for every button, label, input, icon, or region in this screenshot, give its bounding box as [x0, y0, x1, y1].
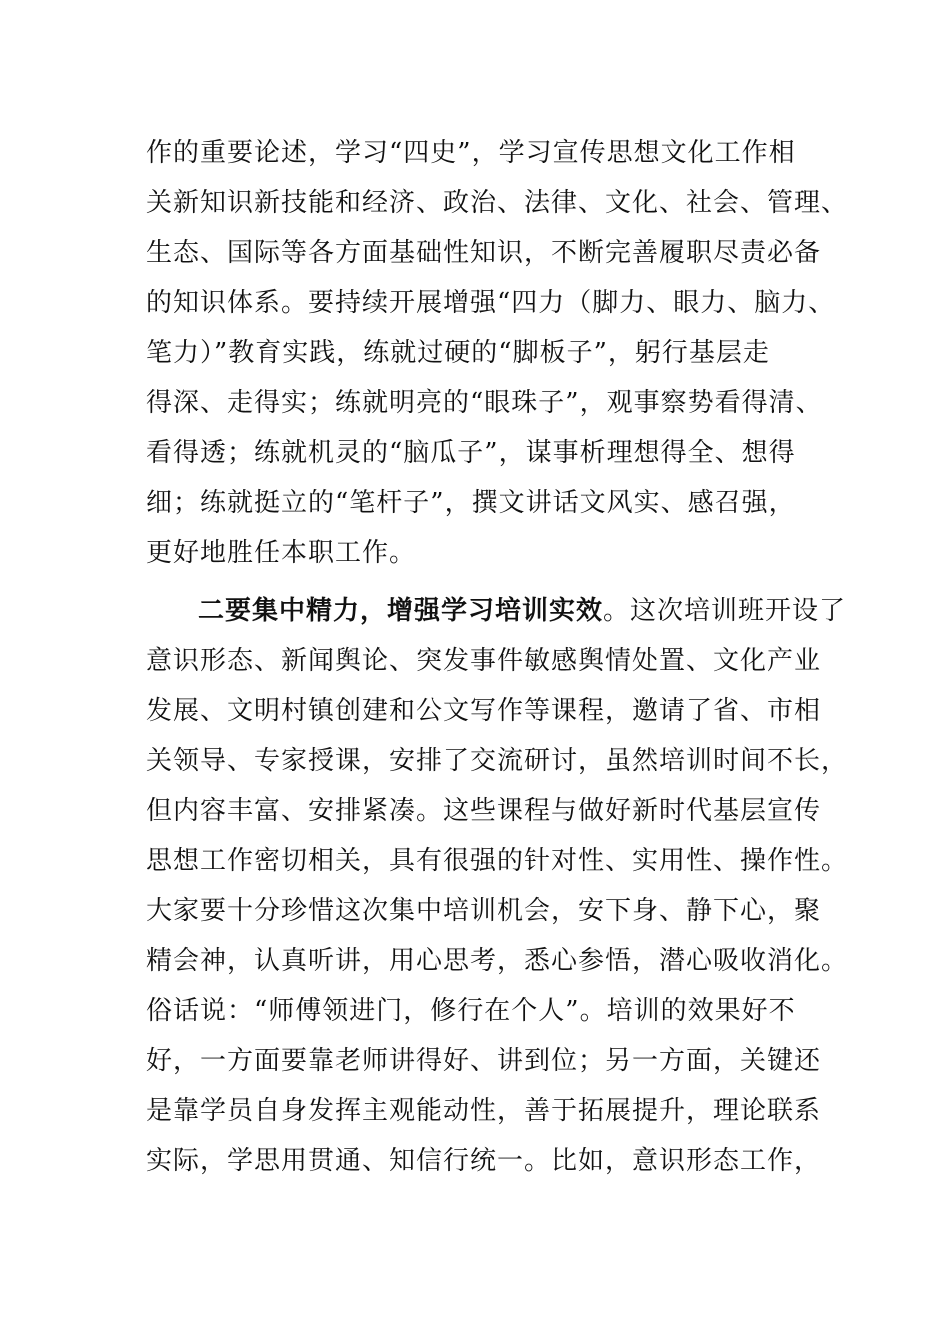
- paragraph-2-line-4: 关领导、专家授课，安排了交流研讨，虽然培训时间不长，: [146, 746, 849, 776]
- paragraph-1-line-8: 细；练就挺立的“笔杆子”，撰文讲话文风实、感召强，: [146, 488, 796, 518]
- paragraph-1-line-9: 更好地胜任本职工作。: [146, 538, 417, 568]
- paragraph-2-line-6: 思想工作密切相关，具有很强的针对性、实用性、操作性。: [146, 846, 849, 876]
- paragraph-2-line-12: 实际，学思用贯通、知信行统一。比如，意识形态工作，: [146, 1146, 822, 1176]
- paragraph-2-line-1: [198, 586, 846, 636]
- paragraph-2-line-8: 精会神，认真听讲，用心思考，悉心参悟，潜心吸收消化。: [146, 946, 849, 976]
- paragraph-1-line-3: 生态、国际等各方面基础性知识，不断完善履职尽责必备: [146, 238, 822, 268]
- paragraph-2-heading: 二要集中精力，增强学习培训实效: [198, 596, 604, 626]
- paragraph-2-line-3: 发展、文明村镇创建和公文写作等课程，邀请了省、市相: [146, 696, 822, 726]
- paragraph-1-line-5: 笔力）”教育实践，练就过硬的“脚板子”，躬行基层走: [146, 338, 770, 368]
- paragraph-2-first-line-rest: 。这次培训班开设了: [603, 596, 847, 626]
- paragraph-2-line-11: 是靠学员自身发挥主观能动性，善于拓展提升，理论联系: [146, 1096, 822, 1126]
- paragraph-1-line-7: 看得透；练就机灵的“脑瓜子”，谋事析理想得全、想得: [146, 438, 796, 468]
- paragraph-2-line-9: 俗话说：“师傅领进门，修行在个人”。培训的效果好不: [146, 996, 796, 1026]
- paragraph-1-line-4: 的知识体系。要持续开展增强“四力（脚力、眼力、脑力、: [146, 288, 836, 318]
- paragraph-2-line-7: 大家要十分珍惜这次集中培训机会，安下身、静下心，聚: [146, 896, 822, 926]
- paragraph-2-line-2: 意识形态、新闻舆论、突发事件敏感舆情处置、文化产业: [146, 646, 822, 676]
- paragraph-1-line-6: 得深、走得实；练就明亮的“眼珠子”，观事察势看得清、: [146, 388, 823, 418]
- paragraph-2-line-10: 好，一方面要靠老师讲得好、讲到位；另一方面，关键还: [146, 1046, 822, 1076]
- paragraph-1-line-1: 作的重要论述，学习“四史”，学习宣传思想文化工作相: [146, 138, 796, 168]
- paragraph-2-line-5: 但内容丰富、安排紧凑。这些课程与做好新时代基层宣传: [146, 796, 822, 826]
- paragraph-1-line-2: 关新知识新技能和经济、政治、法律、文化、社会、管理、: [146, 188, 849, 218]
